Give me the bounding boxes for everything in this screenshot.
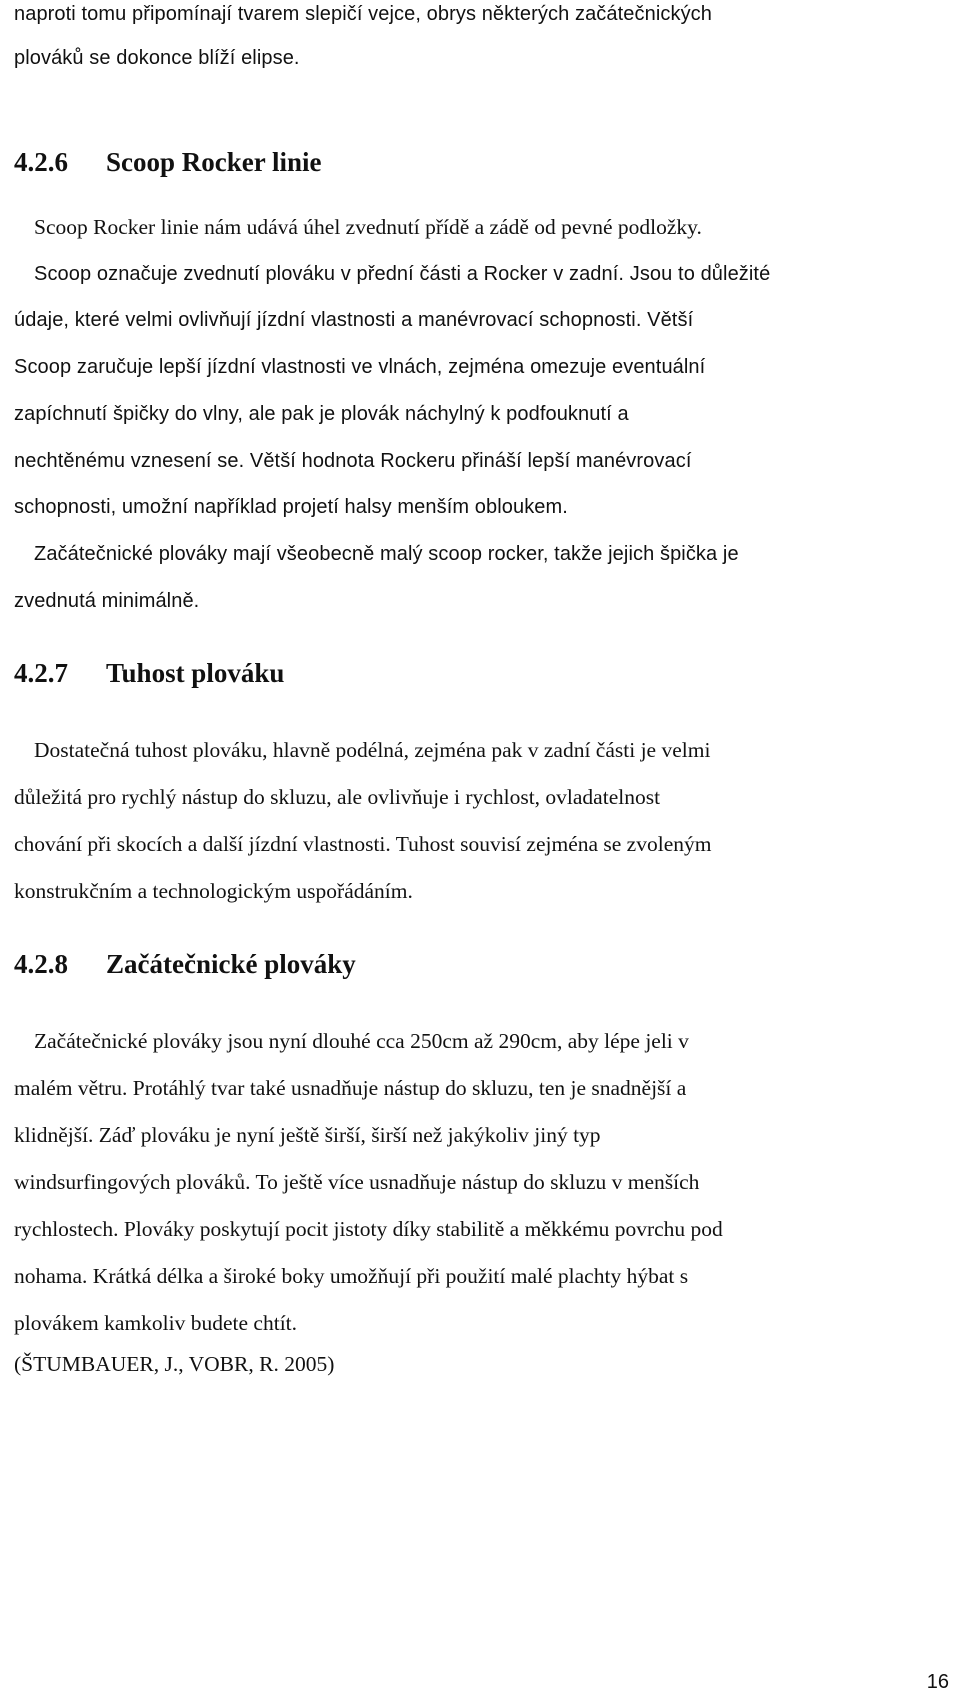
section-title: Tuhost plováku: [106, 658, 285, 688]
paragraph-line: zvednutá minimálně.: [14, 590, 200, 612]
section-title: Scoop Rocker linie: [106, 147, 322, 177]
paragraph-line: schopnosti, umožní například projetí halsy menším obloukem.: [14, 496, 568, 518]
section-number: 4.2.8: [14, 949, 68, 979]
paragraph-line: konstrukčním a technologickým uspořádáním.: [14, 879, 413, 903]
section-heading-4-2-6: [14, 149, 322, 176]
paragraph-line: nohama. Krátká délka a široké boky umožňují při použití malé plachty hýbat s: [14, 1264, 689, 1288]
paragraph-line: nechtěnému vznesení se. Větší hodnota Rockeru přináší lepší manévrovací: [14, 450, 692, 472]
paragraph-line: plovákem kamkoliv budete chtít.: [14, 1311, 298, 1335]
paragraph-line: zapíchnutí špičky do vlny, ale pak je plovák náchylný k podfouknutí a: [14, 403, 629, 425]
paragraph-line-part: Scoop označuje zvednutí plováku v přední části a Rocker v zadní.: [34, 263, 625, 285]
paragraph-line: [34, 264, 770, 284]
paragraph-line: důležitá pro rychlý nástup do skluzu, ale ovlivňuje i rychlost, ovladatelnost: [14, 785, 661, 809]
paragraph-line: Scoop zaručuje lepší jízdní vlastnosti ve vlnách, zejména omezuje eventuální: [14, 356, 706, 378]
paragraph-line: chování při skocích a další jízdní vlastnosti. Tuhost souvisí zejména se zvoleným: [14, 832, 712, 856]
paragraph-line: údaje, které velmi ovlivňují jízdní vlastnosti a manévrovací schopnosti. Větší: [14, 309, 694, 331]
paragraph-line-part: Jsou to důležité: [629, 263, 771, 285]
paragraph-line: Začátečnické plováky jsou nyní dlouhé cca 250cm až 290cm, aby lépe jeli v: [34, 1029, 689, 1053]
paragraph-line: Dostatečná tuhost plováku, hlavně podélná, zejména pak v zadní části je velmi: [34, 738, 711, 762]
paragraph-line: naproti tomu připomínají tvarem slepičí vejce, obrys některých začátečnických: [14, 3, 712, 25]
paragraph-line: Scoop Rocker linie nám udává úhel zvednutí přídě a zádě od pevné podložky.: [34, 215, 702, 239]
paragraph-line: windsurfingových plováků. To ještě více usnadňuje nástup do skluzu v menších: [14, 1170, 700, 1194]
page-number: 16: [926, 1671, 949, 1693]
section-heading-4-2-7: [14, 660, 284, 687]
section-number: 4.2.7: [14, 658, 68, 688]
section-title: Začátečnické plováky: [106, 949, 356, 979]
paragraph-line: Začátečnické plováky mají všeobecně malý scoop rocker, takže jejich špička je: [34, 543, 739, 565]
section-number: 4.2.6: [14, 147, 68, 177]
paragraph-line: malém větru. Protáhlý tvar také usnadňuje nástup do skluzu, ten je snadnější a: [14, 1076, 687, 1100]
paragraph-line: rychlostech. Plováky poskytují pocit jistoty díky stabilitě a měkkému povrchu pod: [14, 1217, 723, 1241]
paragraph-line: plováků se dokonce blíží elipse.: [14, 47, 300, 69]
citation: (ŠTUMBAUER, J., VOBR, R. 2005): [14, 1352, 335, 1376]
paragraph-line: klidnější. Záď plováku je nyní ještě širší, širší než jakýkoliv jiný typ: [14, 1123, 601, 1147]
section-heading-4-2-8: [14, 951, 356, 978]
